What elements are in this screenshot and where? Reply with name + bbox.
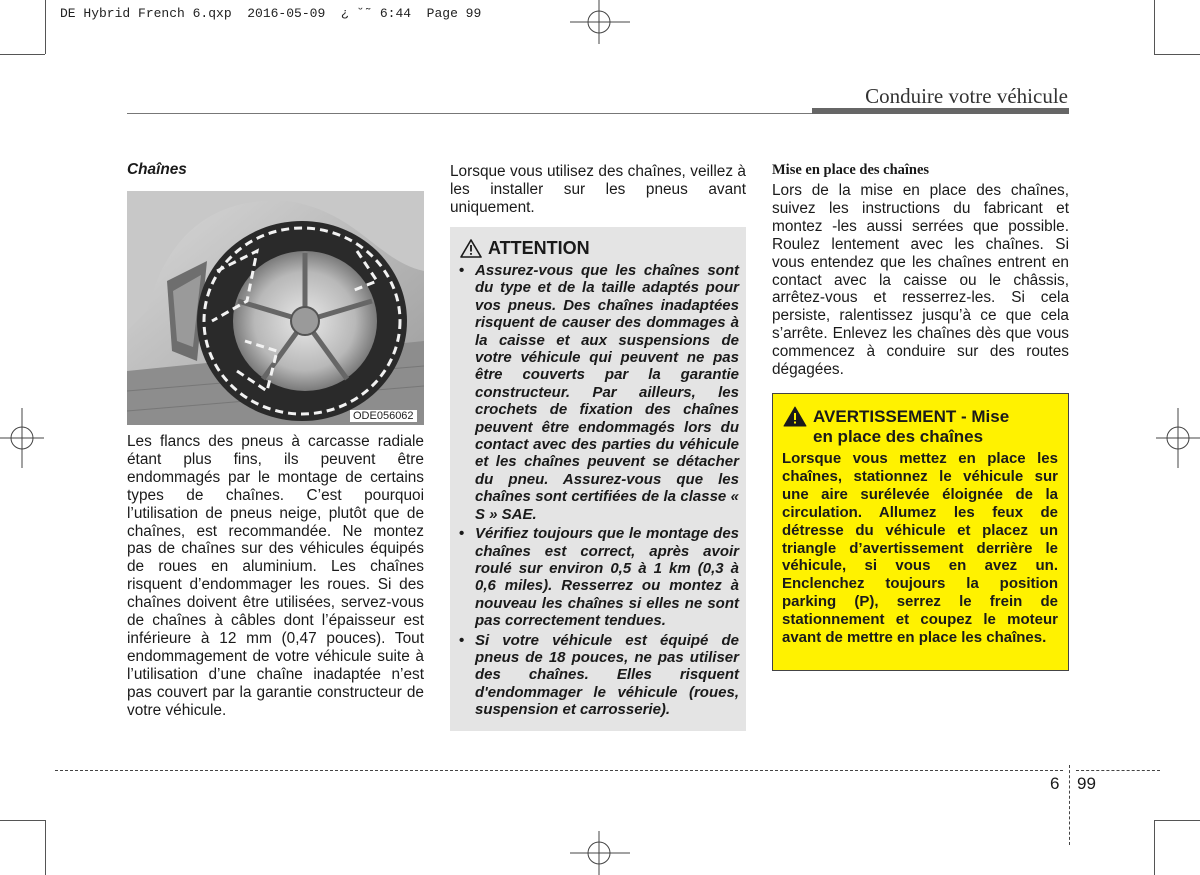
page-number: 99 <box>1077 774 1096 793</box>
crop-mark <box>0 820 45 821</box>
warning-heading <box>783 406 1063 447</box>
chapter-title: Conduire votre véhicule <box>865 84 1068 108</box>
list-item: • Vérifiez toujours que le montage des chaînes est correct, après avoir roulé sur environ 0,5 à 1 km (0,3 à 0,6 miles). Resserrez ou montez à nouveau les chaînes si elles ne sont pas correctement tendues. <box>457 525 739 629</box>
list-item: • Assurez-vous que les chaînes sont du type et de la taille adaptés pour vos pneus. Des chaînes inadaptées risquent de causer des dommages à la caisse et aux suspensions de votre véhicule qui peuvent ne pas être couverts par la garantie constructeur. Par ailleurs, les crochets de fixation des chaînes peuvent être endommagés lors du contact avec des parties du véhicule et les chaînes peuvent se détacher du pneu. Assurez-vous que les chaînes sont certifiées de la classe « S » SAE. <box>457 262 739 523</box>
body-paragraph: Lorsque vous utilisez des chaînes, veillez à les installer sur les pneus avant uniquement. <box>450 163 746 216</box>
registration-mark-icon <box>1156 408 1200 468</box>
header-rule <box>127 113 812 114</box>
footer-rule <box>55 770 1063 771</box>
crop-mark <box>45 0 46 54</box>
attention-list <box>457 262 739 721</box>
warning-text: Lorsque vous mettez en place les chaînes, stationnez le véhicule sur une aire surélevée éloignée de la circulation. Allumez les feux de détresse du véhicule et placez un triangle d’avertissement derrière le véhicule, si vous en avez un. Enclenchez toujours la position parking (P), serrez le frein de stationnement et coupez le moteur avant de mettre en place les chaînes. <box>782 450 1058 647</box>
warning-title-line: en place des chaînes <box>813 427 984 446</box>
header-rule-accent <box>812 108 1069 114</box>
registration-mark-icon <box>570 0 630 44</box>
warning-triangle-filled-icon <box>783 406 807 427</box>
body-paragraph: Les flancs des pneus à carcasse radiale étant plus fins, ils peuvent être endommagés par le montage de certains types de chaînes. C’est pourquoi l’utilisation de pneus neige, plutôt que de chaînes, est recommandée. Ne montez pas de chaînes sur des véhicules équipés de roues en aluminium. Les chaînes risquent d’endommager les roues. Si des chaînes doivent être utilisées, servez-vous de chaînes à câbles dont l’épaisseur est inférieure à 12 mm (0,47 pouces). Tout endommagement de votre véhicule suite à l’utilisation d’une chaîne inadaptée n’est pas couvert par la garantie constructeur de votre véhicule. <box>127 433 424 719</box>
crop-mark <box>1154 820 1200 821</box>
attention-heading <box>460 238 590 259</box>
body-paragraph: Lors de la mise en place des chaînes, suivez les instructions du fabricant et montez -les aussi serrées que possible. Roulez lentement avec les chaînes. Si vous entendez que les chaînes entrent en contact avec la caisse ou le châssis, arrêtez-vous et resserrez-les. Si cela persiste, ralentissez jusqu’à ce que cela s’arrête. Enlevez les chaînes dès que vous commencez à conduire sur des routes dégagées. <box>772 182 1069 379</box>
registration-mark-icon <box>570 831 630 875</box>
footer-divider <box>1069 765 1070 845</box>
section-heading: Chaînes <box>127 161 187 178</box>
chapter-number: 6 <box>1050 774 1060 793</box>
list-item: • Si votre véhicule est équipé de pneus de 18 pouces, ne pas utiliser des chaînes. Elles risquent d'endommager le véhicule (roues, suspension et carrosserie). <box>457 632 739 719</box>
crop-mark <box>1154 54 1200 55</box>
registration-mark-icon <box>0 408 44 468</box>
tire-chain-photo <box>127 191 424 425</box>
print-slug: DE Hybrid French 6.qxp 2016-05-09 ¿ ˘˜ 6:44 Page 99 <box>60 6 482 21</box>
crop-mark <box>1154 820 1155 875</box>
subsection-heading: Mise en place des chaînes <box>772 162 930 178</box>
tire-chain-illustration <box>127 191 424 425</box>
attention-title: ATTENTION <box>488 238 590 258</box>
warning-triangle-outline-icon <box>460 239 482 258</box>
footer-rule <box>1076 770 1160 771</box>
crop-mark <box>0 54 45 55</box>
warning-title-line: AVERTISSEMENT - Mise <box>813 406 1010 426</box>
crop-mark <box>1154 0 1155 54</box>
crop-mark <box>45 820 46 875</box>
image-caption: ODE056062 <box>350 410 417 422</box>
